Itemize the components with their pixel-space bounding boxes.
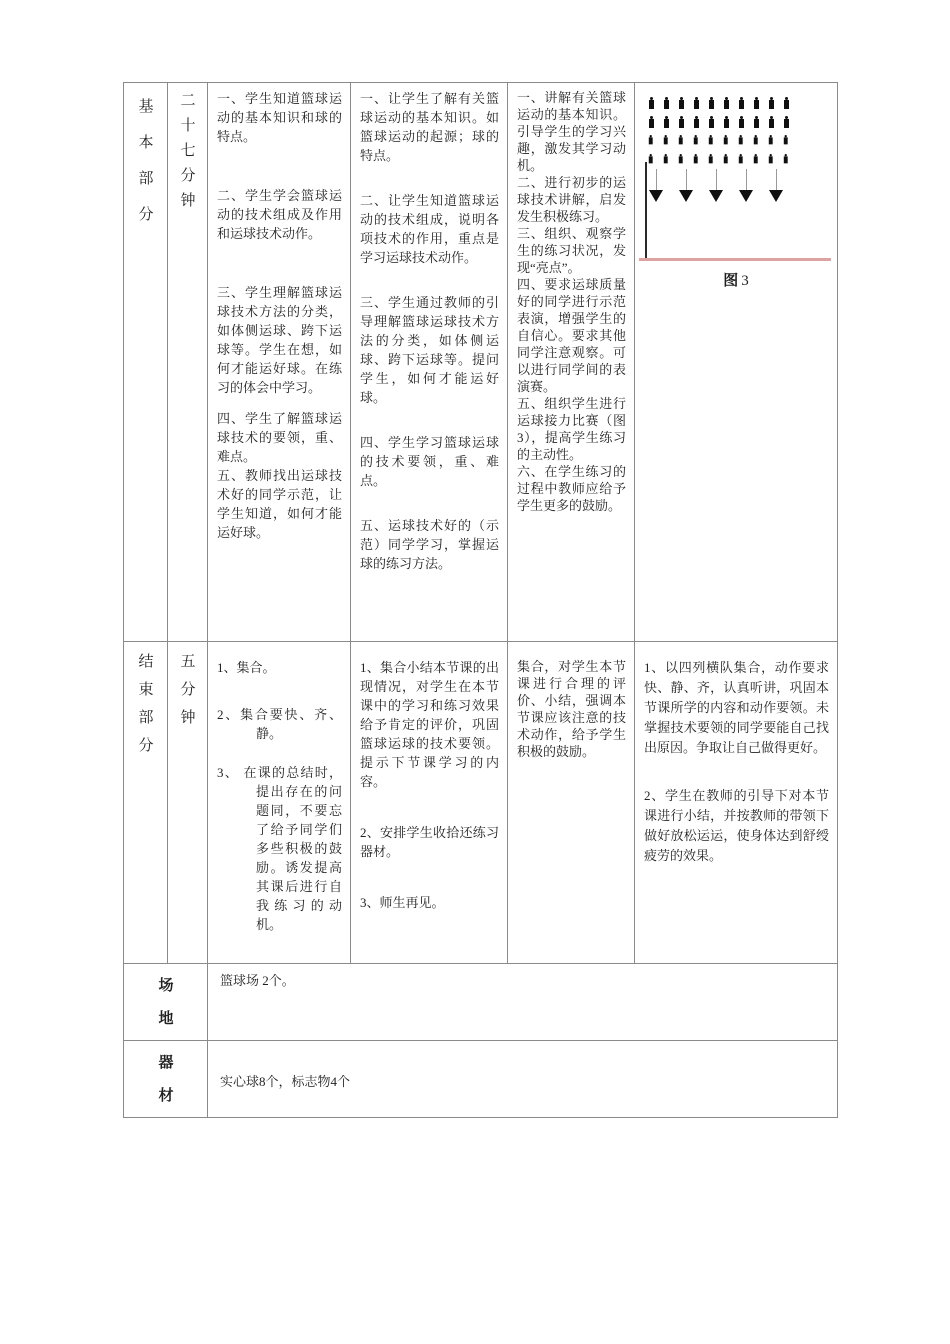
person-icon <box>753 135 758 145</box>
table-row-venue <box>124 964 838 1041</box>
person-icon <box>708 97 715 110</box>
objective-paragraph: 四、学生了解篮球运球技术的要领，重、难点。 <box>217 411 342 464</box>
person-icon <box>783 135 788 145</box>
methods-cell-basic <box>351 83 508 642</box>
methods-cell-end <box>351 642 508 964</box>
person-icon <box>663 116 670 129</box>
person-icon <box>783 116 790 129</box>
objectives-cell-basic <box>208 83 351 642</box>
objective-paragraph: 3、 在课的总结时，提出存在的问题同，不要忘了给予同学们多些积极的鼓励。诱发提高其课后进行自我练习的动机。 <box>217 765 342 932</box>
person-icon <box>723 97 730 110</box>
person-icon <box>723 116 730 129</box>
teacher-paragraph: 六、在学生练习的过程中教师应给予学生更多的鼓励。 <box>517 464 626 513</box>
stage-cell-end <box>124 642 168 964</box>
person-icon <box>738 135 743 145</box>
teacher-paragraph: 五、组织学生进行运球接力比赛（图3），提高学生练习的主动性。 <box>517 396 626 462</box>
objective-paragraph: 二、学生学会篮球运动的技术组成及作用和运球技术动作。 <box>217 188 342 241</box>
organization-figure-cell <box>635 83 838 642</box>
objective-paragraph: 五、教师找出运球技术好的同学示范，让学生知道，如何才能运好球。 <box>217 468 342 540</box>
down-arrow-icon <box>769 169 783 202</box>
table-row-end <box>124 642 838 964</box>
teacher-cell-end <box>508 642 635 964</box>
teacher-paragraph: 四、要求运球质量好的同学进行示范表演，增强学生的自信心。要求其他同学注意观察。可以进行同学间的表演赛。 <box>517 277 626 394</box>
equipment-content-cell: 实心球8个，标志物4个 <box>208 1041 838 1118</box>
person-icon <box>693 97 700 110</box>
person-icon <box>753 97 760 110</box>
teacher-paragraph: 二、进行初步的运球技术讲解，启发发生积极练习。 <box>517 175 626 224</box>
person-icon <box>693 135 698 145</box>
down-arrow-icon <box>739 169 753 202</box>
person-icon <box>648 135 653 145</box>
person-icon <box>768 135 773 145</box>
lesson-plan-table <box>123 82 838 1118</box>
arrow-row <box>649 169 783 202</box>
teacher-paragraph: 一、讲解有关篮球运动的基本知识。引导学生的学习兴趣，激发其学习动机。 <box>517 90 626 173</box>
objective-paragraph: 1、集合。 <box>217 660 276 675</box>
stage-label-basic: 基本部分 <box>138 99 154 223</box>
person-icon <box>648 154 653 164</box>
venue-label: 场地 <box>158 978 174 1027</box>
person-icon <box>678 154 683 164</box>
person-icon <box>723 154 728 164</box>
time-label-end: 五分钟 <box>180 654 196 726</box>
stage-label-end: 结束部分 <box>138 654 154 754</box>
method-paragraph: 四、学生学习篮球运球的技术要领，重、难点。 <box>360 435 499 488</box>
figure-caption-number: 3 <box>741 273 749 289</box>
person-icon <box>768 116 775 129</box>
figure-baseline <box>639 258 831 261</box>
method-paragraph: 2、安排学生收拾还练习器材。 <box>360 825 499 859</box>
person-icon <box>678 97 685 110</box>
organization-paragraph: 1、以四列横队集合，动作要求快、静、齐，认真听讲，巩固本节课所学的内容和动作要领。未掌握技术要领的同学要能自己找出原因。争取让自己做得更好。 <box>644 660 829 755</box>
method-paragraph: 三、学生通过教师的引导理解篮球运球技术方法的分类，如体侧运球、跨下运球等。提问学生，如何才能运好球。 <box>360 295 499 405</box>
person-icon <box>783 154 788 164</box>
stage-cell-basic <box>124 83 168 642</box>
time-cell-end <box>168 642 208 964</box>
person-icon <box>693 154 698 164</box>
down-arrow-icon <box>679 169 693 202</box>
venue-content-cell: 篮球场 2个。 <box>208 964 838 1041</box>
person-icon <box>648 97 655 110</box>
objectives-cell-end <box>208 642 351 964</box>
objective-paragraph: 2、集合要快、齐、静。 <box>217 707 342 741</box>
method-paragraph: 1、集合小结本节课的出现情况，对学生在本节课中的学习和练习效果给予肯定的评价，巩固篮球运球的技术要领。提示下节课学习的内容。 <box>360 660 499 789</box>
person-icon <box>723 135 728 145</box>
method-paragraph: 二、让学生知道篮球运动的技术组成，说明各项技术的作用，重点是学习运球技术动作。 <box>360 193 499 265</box>
organization-paragraph: 2、学生在教师的引导下对本节课进行小结，并按教师的带领下做好放松运运，使身体达到舒绶疲劳的效果。 <box>644 788 829 863</box>
person-icon <box>738 154 743 164</box>
method-paragraph: 五、运球技术好的（示范）同学学习，掌握运球的练习方法。 <box>360 518 499 571</box>
person-icon <box>663 154 668 164</box>
method-paragraph: 3、师生再见。 <box>360 895 445 910</box>
venue-label-cell <box>124 964 208 1041</box>
formation-grid <box>648 97 798 173</box>
teacher-cell-basic <box>508 83 635 642</box>
down-arrow-icon <box>649 169 663 202</box>
objective-paragraph: 一、学生知道篮球运动的基本知识和球的特点。 <box>217 91 342 144</box>
figure-start-line <box>645 162 647 259</box>
organization-cell-end <box>635 642 838 964</box>
equipment-label-cell <box>124 1041 208 1118</box>
figure-caption-prefix: 图 <box>723 273 739 289</box>
person-icon <box>663 97 670 110</box>
person-icon <box>693 116 700 129</box>
teacher-paragraph: 三、组织、观察学生的练习状况，发现“亮点”。 <box>517 226 626 275</box>
person-icon <box>753 154 758 164</box>
person-icon <box>708 116 715 129</box>
person-icon <box>678 116 685 129</box>
person-icon <box>738 116 745 129</box>
method-paragraph: 一、让学生了解有关篮球运动的基本知识。如篮球运动的起源；球的特点。 <box>360 91 499 163</box>
time-label-basic: 二十七分钟 <box>180 93 196 209</box>
down-arrow-icon <box>709 169 723 202</box>
person-icon <box>768 154 773 164</box>
person-icon <box>738 97 745 110</box>
person-icon <box>783 97 790 110</box>
person-icon <box>663 135 668 145</box>
person-icon <box>648 116 655 129</box>
person-icon <box>753 116 760 129</box>
person-icon <box>768 97 775 110</box>
person-icon <box>678 135 683 145</box>
figure-caption <box>635 269 837 290</box>
teacher-paragraph: 集合，对学生本节课进行合理的评价、小结，强调本节课应该注意的技术动作，给予学生积极的鼓励。 <box>517 659 626 759</box>
equipment-label: 器材 <box>158 1055 174 1104</box>
table-row-basic <box>124 83 838 642</box>
person-icon <box>708 154 713 164</box>
objective-paragraph: 三、学生理解篮球运球技术方法的分类，如体侧运球、跨下运球等。学生在想，如何才能运好球。在练习的体会中学习。 <box>217 285 342 395</box>
time-cell-basic <box>168 83 208 642</box>
person-icon <box>708 135 713 145</box>
table-row-equipment <box>124 1041 838 1118</box>
